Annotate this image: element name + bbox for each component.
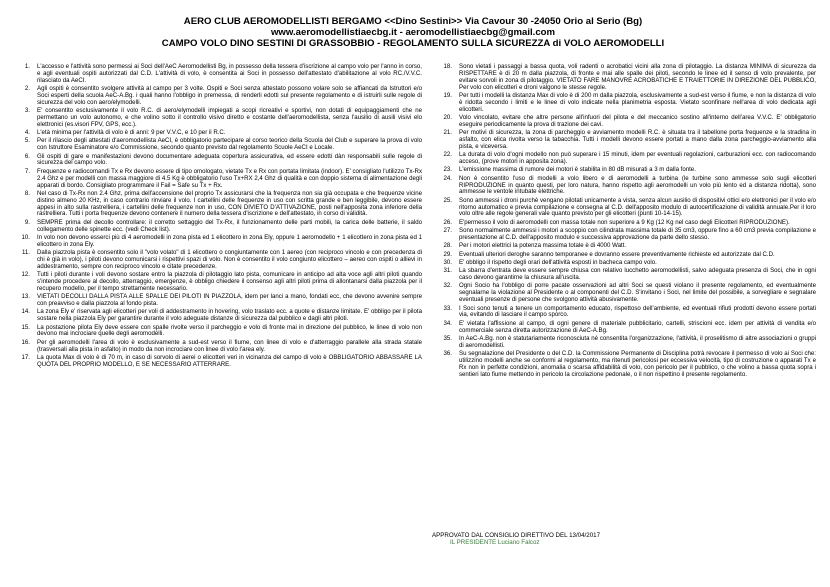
regulation-title: CAMPO VOLO DINO SESTINI DI GRASSOBBIO - REGOLAMENTO SULLA SICUREZZA di VOLO AEROMODELLI bbox=[161, 38, 665, 50]
rule-item bbox=[10, 340, 422, 354]
rule-number: 26. bbox=[443, 218, 452, 226]
rule-number: 11. bbox=[21, 249, 30, 257]
rule-item bbox=[10, 272, 422, 293]
rule-number: 32. bbox=[443, 282, 452, 290]
rule-text: E'permesso il volo di aeromodelli con massa totale non superiore a 9 Kg (12 Kg nel caso degli Elicotteri RIPRODUZIONE). bbox=[459, 218, 790, 226]
rule-text: L'accesso e l'attività sono permessi ai Soci dell'AeC Aeromodellisti Bg, in possesso della tessera d'iscrizione al campo volo per l'anno in corso, e agli eventuali ospiti autorizzati dal C.D. L'attività di volo, è consentita ai Soci in possesso dell'attestato d'abilitazione al volo RC./V.V.C. rilasciato da AeCI. bbox=[37, 63, 422, 84]
rule-text: La durata di volo d'ogni modello non può superare i 15 minuti, idem per eventuali regolazioni, carburazioni ecc. con radiocomando acceso, (prove motori in apposita zona). bbox=[459, 151, 816, 165]
rules-right-column bbox=[432, 64, 816, 380]
approval-statement: APPROVATO DAL CONSIGLIO DIRETTIVO DEL 13/04/2017 bbox=[432, 532, 601, 539]
rule-item bbox=[432, 260, 816, 267]
rule-text: Eventuali ulteriori deroghe saranno temporanee e dovranno essere preventivamente richieste ed autorizzate dal C.D. bbox=[459, 250, 775, 258]
rule-number: 5. bbox=[24, 137, 30, 145]
rule-number: 14. bbox=[21, 308, 30, 316]
rule-number: 6. bbox=[24, 152, 30, 160]
rule-text: L'età minima per l'attività di volo è di anni: 9 per V.V.C, e 10 per il R.C. bbox=[37, 129, 226, 137]
rule-number: 35. bbox=[443, 334, 452, 342]
rule-text: La sbarra d'entrata deve essere sempre chiusa con relativo lucchetto aeromodellisti, salvo adeguata presenza di Soci, che in ogni caso devono garantirne la chiusura all'uscita. bbox=[459, 267, 816, 282]
rule-number: 2. bbox=[24, 85, 30, 93]
rule-item bbox=[10, 108, 422, 129]
rule-item bbox=[10, 138, 422, 152]
rule-number: 1. bbox=[24, 63, 30, 70]
rule-item bbox=[10, 191, 422, 218]
rule-number: 15. bbox=[21, 323, 30, 331]
rule-item bbox=[432, 176, 816, 197]
rule-number: 29. bbox=[443, 250, 452, 258]
rule-text: Sono ammessi i droni purchè vengano pilotati unicamente a vista, senza alcun ausilio di dispositivi ottici e/o elettronici per il volo e/o ritorno automatico e previa compilazione e consegna al C.D. dell'apposito modulo di autocertificazione di validità annuale.Per il loro volo oltre alle regole generali vale quanto previsto per gli elicotteri (punti 10-14-15). bbox=[459, 196, 816, 218]
rule-number: 9. bbox=[24, 218, 30, 226]
rule-text: L'emissione massima di rumore dei motori è stabilita in 80 dB misurati a 3 m dalla fonte. bbox=[459, 166, 696, 174]
rules-left-column bbox=[10, 64, 422, 370]
rules-columns bbox=[10, 63, 816, 547]
rule-text: La quota Max di volo è di 70 m, in caso di sorvolo di aerei o elicotteri veri in vicinanza del campo di volo è OBBLIGATORIO ABBASSARE LA QUOTA DEL PROPRIO MODELLO, E SE NECESSARIO ATTERRARE. bbox=[37, 353, 422, 368]
rule-number: 10. bbox=[21, 233, 30, 241]
rule-text: Agli ospiti è consentito svolgere attività al campo per 3 volte. Ospiti e Soci senza attestato possono volare solo se affiancati da Istruttori e/o Soci esperti della scuola AeC-A.Bg. i quali hanno l'obbligo in premessa, di renderli edotti sul presente regolamento e di istruirli sulle regole di sicurezza del volo con aero/elymodelli. bbox=[37, 85, 422, 106]
rule-item bbox=[432, 283, 816, 304]
rule-number: 33. bbox=[443, 304, 452, 312]
rule-number: 36. bbox=[443, 350, 452, 358]
rule-text: Dalla piazzola pista è consentito solo il "volo volato" di 1 elicottero o congiuntamente con 1 aereo (con reciproco vincolo e con precedenza di chi è già in volo), i piloti devono comunicarsi i rispettivi spazi di volo. Non è consentito il volo congiunto elicottero – aereo con ospiti o allievi in addestramento, sempre con reciproco vincolo e citate precedenze. bbox=[37, 249, 422, 270]
rule-item bbox=[10, 154, 422, 168]
rule-number: 25. bbox=[443, 196, 452, 204]
rule-item bbox=[432, 220, 816, 227]
rule-number: 8. bbox=[24, 189, 30, 197]
approval-footer bbox=[432, 532, 600, 546]
rule-number: 13. bbox=[21, 293, 30, 301]
rules-list-left bbox=[10, 64, 422, 369]
rule-item bbox=[432, 252, 816, 259]
rule-number: 24. bbox=[443, 174, 452, 182]
rule-text: Volo vincolato, evitare che altre persone all'infuori del pilota e del meccanico sostino all'interno dell'area V.V.C. E' obbligatorio eseguire periodicamente la prova di trazione dei cavi. bbox=[459, 113, 816, 128]
rule-number: 19. bbox=[443, 91, 452, 99]
rule-item bbox=[432, 351, 816, 378]
rule-text: E' consentito esclusivamente il volo R.C. di aero/elymodelli impiegati a scopi ricreativi e sportivi, non dotati di equipaggiamenti che ne permettano un volo autonomo, e che volino sotto il controllo visivo diretto e costante dell'aeromodellista, senza l'ausilio di ausili visivi elo elettronici (es.visori FPV, GPS, ecc.). bbox=[37, 107, 422, 128]
rule-text: E' vietata l'affissione al campo, di ogni genere di materiale pubblicitario, cartelli, striscioni ecc. idem per attività di vendita e/o commerciale senza diretta autorizzazione di AeC-A.Bg. bbox=[459, 319, 816, 334]
document-header bbox=[10, 0, 816, 50]
rule-number: 7. bbox=[24, 167, 30, 175]
rule-number: 17. bbox=[21, 353, 30, 361]
rule-text: La postazione pilota Ely deve essere con spalle rivolte verso il parcheggio e volo di fronte mai in direzione del pubblico, le linee di volo non devono mai incrociare quelle degli aeromodelli. bbox=[37, 323, 422, 338]
rule-item bbox=[432, 93, 816, 114]
rule-number: 20. bbox=[443, 113, 452, 121]
rule-item bbox=[10, 86, 422, 107]
rule-text: SEMPRE prima del decollo controllare: il corretto settaggio del Tx-Rx, il funzionamento delle parti mobili, la carica delle batterie, il saldo collegamento delle spinette ecc. (vedi Check list). bbox=[37, 218, 422, 233]
rule-text: Su segnalazione del Presidente o del C.D. la Commissione Permanente di Disciplina potrà revocare il permesso di volo ai Soci che: utilizzino modelli anche se conformi al regolamento, ma ritenuti pericolosi per eccessiva velocità, tipo di costruzione o apparati Tx e Rx non in perfette condizioni, anomalia o scarsa affidabilità di volo, con pericolo per il pubblico, o che volino a bassa quota sopra i sentieri lato fiume mettendo in pericolo la circolazione pedonale, o il non rispettino il presente regolamento. bbox=[459, 350, 816, 378]
president-signature-line: IL PRESIDENTE Luciano Falcoz bbox=[450, 539, 540, 547]
rule-text: Sono normalmente ammessi i motori a scoppio con cilindrata massima totale di 35 cm3, oppure fino a 60 cm3 previa compilazione e presentazione al C.D. dell'apposito modulo e successiva approvazione da parte dello stesso. bbox=[459, 227, 816, 241]
rule-item bbox=[432, 64, 816, 91]
rule-item bbox=[432, 336, 816, 350]
rule-number: 23. bbox=[443, 166, 452, 174]
rule-item bbox=[432, 321, 816, 335]
rule-number: 12. bbox=[21, 271, 30, 279]
rule-item bbox=[10, 325, 422, 339]
rule-item bbox=[10, 220, 422, 234]
rule-number: 34. bbox=[443, 319, 452, 327]
rule-item bbox=[432, 152, 816, 166]
rule-item bbox=[10, 64, 422, 85]
rule-number: 31. bbox=[443, 267, 452, 275]
rule-text: E' obbligo il rispetto degli orari dell'attività esposti in bacheca campo volo. bbox=[459, 258, 657, 266]
rule-text: Non è consentito l'uso di modelli a volo libero e di aeromodelli a turbina (le turbine sono ammesse solo sugli elicotteri RIPRODUZIONE in quanto questi, per loro natura, hanno rispetto agli aeromodelli un volo più lento ed a distanza ridotta), sono ammesse le ventole intubate elettriche. bbox=[459, 174, 816, 196]
rule-item bbox=[10, 294, 422, 308]
rule-text: Per tutti i modelli la distanza Max di volo è di 200 m dalla piazzola, esclusivamente a sud-est verso il fiume, e non la distanza di volo è ridotta secondo i limiti e le linee di volo indicate nella planimetria esposta. Vietato sconfinare nell'area di volo dedicata agli elicotteri. bbox=[459, 91, 816, 113]
rule-text: VIETATI DECOLLI DALLA PISTA ALLE SPALLE DEI PILOTI IN PIAZZOLA, idem per lanci a mano, fondati ecc, che devono avvenire sempre con preavviso e dalla piazzola al fondo pista. bbox=[37, 293, 422, 307]
rule-item bbox=[432, 243, 816, 250]
rule-item bbox=[10, 235, 422, 249]
rule-item bbox=[10, 169, 422, 190]
rule-text: In volo non devono esserci più di 4 aeromodelli in zona pista ed 1 elicottero in zona Ely, oppure 1 aeromodello + 1 elicottero in zona pista ed 1 elicottero in zona Ely. bbox=[37, 233, 422, 248]
rule-number: 27. bbox=[443, 227, 452, 235]
rule-item bbox=[432, 268, 816, 282]
rule-text: In AeC-A.Bg. non è statutariamente riconosciuta né consentita l'organizzazione, l'attività, il proselitismo di altre associazioni o gruppi di aeromodellisti. bbox=[459, 334, 816, 349]
rule-number: 21. bbox=[443, 129, 452, 137]
rule-number: 22. bbox=[443, 151, 452, 159]
rule-text: Gli ospiti di gare e manifestazioni devono documentare adeguata copertura assicurativa, ed essere edotti dàn responsabili sulle regole di sicurezza del campo volo. bbox=[37, 152, 422, 167]
rule-number: 30. bbox=[443, 258, 452, 266]
rule-text: Frequenze e radiocomandi Tx e Rx devono essere di tipo omologato, vietate Tx e Rx con portata limitata (indoor). E' consigliato l'utilizzo Tx-Rx 2.4 Ghz e per modelli con massa maggiore di 4.5 Kg è obbligatorio l'uso Tx+RX 2,4 Ghz di qualità e con doppio sistema di alimentazione degli apparati di bordo. Consigliato programmare il Fail = Safe su Tx + Rx. bbox=[37, 167, 422, 189]
rule-item bbox=[432, 167, 816, 174]
rules-list-right bbox=[432, 64, 816, 378]
rule-item bbox=[10, 309, 422, 323]
rule-text: Per il rilascio degli attestati d'aeromodellista AeCI, è obbligatorio partecipare al corso teorico della Scuola del Club e superare la prova di volo con Istruttore Esaminatore e/o Commissione, secondo quanto previsto dal regolamento Scuole AeCI e Locale. bbox=[37, 137, 422, 152]
rule-item bbox=[10, 130, 422, 137]
rule-number: 28. bbox=[443, 242, 452, 250]
rule-text: Ogni Socio ha l'obbligo di porre pacate osservazioni ad altri Soci se questi violano il presente regolamento, ed eventualmente segnalarne la violazione al Presidente o al componenti del C.D. S'invitano i Soci, nel limite del possibile, a sorvegliare e segnalare eventuali presenze di persone che svolgono attività abusivamente. bbox=[459, 282, 816, 304]
rule-number: 16. bbox=[21, 338, 30, 346]
rule-item bbox=[432, 306, 816, 320]
rule-text: Tutti i piloti durante i voli devono sostare entro la piazzola di pilotaggio lato pista, comunicare in anticipo ad alta voce agli altri piloti quando s'intende procedere al decollo, atterraggio, emergenze, è obbligo chiedere il consenso agli altri piloti prima di allontanarsi dalla piazzola per il recupero modello, per il tempo strettamente necessario. bbox=[37, 271, 422, 292]
rule-text: Per gli aeromodelli l'area di volo è esclusivamente a sud-est verso il fiume, con linee di volo e d'atterraggio parallele alla strada statale (trasversali alla pista in asfalto) in modo da non incrociare con linee di volo l'area ely. bbox=[37, 338, 422, 353]
rule-item bbox=[432, 198, 816, 219]
rule-text: La zona Ely e' riservata agli elicotteri per voli di addestramento in hovering, volo traslato ecc. a quote e distanze limitate. E' obbligo per il pilota sostare nella piazzola Ely per garantire durante il volo adeguate distanze di sicurezza dal pubblico e dagli altri piloti. bbox=[37, 308, 422, 323]
rule-text: I Soci sono tenuti a tenere un comportamento educato, rispettoso dell'ambiente, ed eventuali rifiuti prodotti devono essere portati via, evitando di lasciare il campo sporco. bbox=[459, 304, 816, 319]
rule-item bbox=[10, 355, 422, 369]
rule-number: 18. bbox=[443, 63, 452, 70]
rule-text: Per motivi di sicurezza, la zona di parcheggio e avviamento modelli R.C. è situata tra il tabellone porta frequenze e la stradina in asfalto, con elica rivolta verso la tabacchia. Tutti i modelli devono essere portati a mano dalla zona parcheggio-avviamento alla pista, e viceversa. bbox=[459, 129, 816, 150]
club-web-email-heading: www.aeromodellistiaecbg.it - aeromodellistiaecbg@gmail.com bbox=[270, 27, 556, 39]
rule-number: 3. bbox=[24, 107, 30, 115]
club-address-heading: AERO CLUB AEROMODELLISTI BERGAMO <<Dino Sestini>> Via Cavour 30 -24050 Orio al Serio (Bg) bbox=[183, 16, 643, 27]
rule-item bbox=[432, 115, 816, 129]
rule-item bbox=[432, 228, 816, 242]
rule-item bbox=[10, 250, 422, 271]
rule-text: Nel caso di Tx-Rx non 2.4 Ghz, prima dell'accensione del proprio Tx assicurarsi che la frequenza non sia già occupata e che frequenze vicine distino almeno 20 KHz, in caso contrario rinviare il volo. I cartellini delle frequenze in uso con scritta grande e ben leggibile, devono essere appesi in alto sulla rastrelliera, i cartellini delle frequenze non in uso, CON DIVIETO D'ATTIVAZIONE, posti nell'apposita zona inferiore della rastrelliera. Tutti i porta frequenze devono contenere il numero della tessera d'iscrizione e dell'attestato, in corso di validità. bbox=[37, 189, 422, 218]
rule-text: Per i motori elettrici la potenza massima totale è di 4000 Watt. bbox=[459, 242, 627, 250]
rule-text: Sono vietati i passaggi a bassa quota, voli radenti o acrobatici vicini alla zona di pilotaggio. La distanza MINIMA di sicurezza da RISPETTARE è di 20 m dalla piazzola, di fronte e mai alle spalle dei piloti, secondo le linee ed il senso di volo prevalente, per evitare sorvoli in zona di pilotaggio. VIETATO FARE MANOVRE ACROBATICHE E TRAIETTORIE IN DIREZIONE DEL PUBBLICO, Per volo con elicotteri e droni valgono le stesse regole. bbox=[459, 63, 816, 91]
rule-number: 4. bbox=[24, 129, 30, 137]
rule-item bbox=[432, 130, 816, 151]
